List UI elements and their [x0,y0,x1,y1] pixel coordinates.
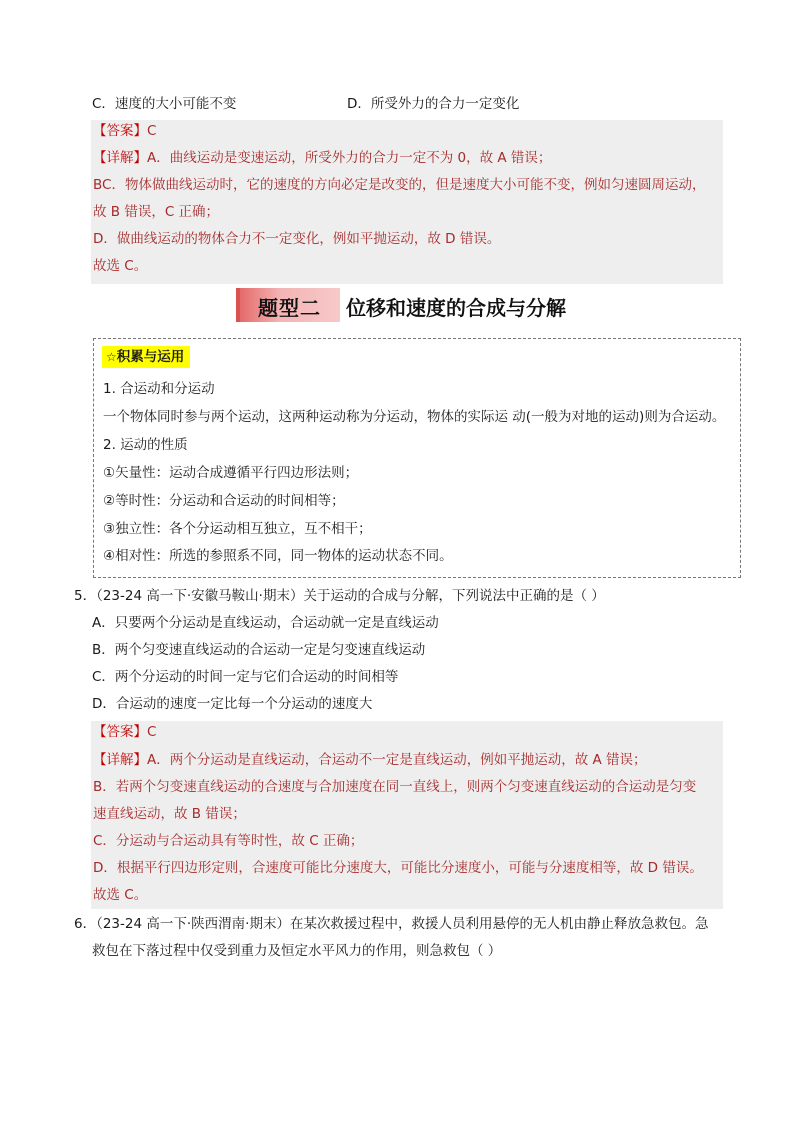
q5-detail-line-6: 故选 C。 [93,887,148,903]
q4-answer-block [91,120,723,284]
answer-label: 【答案】 [93,724,147,740]
knowledge-item-4: ④相对性：所选的参照系不同，同一物体的运动状态不同。 [103,548,453,564]
knowledge-item-2: ②等时性：分运动和合运动的时间相等； [103,493,345,509]
answer-value: C [147,724,157,740]
q5-detail-line-5: D．根据平行四边形定则，合速度可能比分速度大，可能比分速度小，可能与分速度相等，故 D 错误。 [93,860,703,876]
q6-stem-line-2: 救包在下落过程中仅受到重力及恒定水平风力的作用，则急救包（ ） [92,943,502,959]
q5-option-c: C．两个分运动的时间一定与它们合运动的时间相等 [92,669,399,685]
section-tag-box [236,288,340,322]
q4-detail-line-4: D．做曲线运动的物体合力不一定变化，例如平抛运动，故 D 错误。 [93,231,501,247]
q4-detail-line-5: 故选 C。 [93,258,148,274]
q4-detail-line-2: BC．物体做曲线运动时，它的速度的方向必定是改变的，但是速度大小可能不变，例如匀速圆周运动， [93,177,706,193]
q5-option-b: B．两个匀变速直线运动的合运动一定是匀变速直线运动 [92,642,426,658]
q6-stem-line-1: 6．（23-24 高一下·陕西渭南·期末）在某次救援过程中，救援人员利用悬停的无人机由静止释放急救包。急 [74,916,709,932]
q4-detail-line-3: 故 B 错误，C 正确； [93,204,220,220]
q4-option-d: D．所受外力的合力一定变化 [347,96,520,112]
knowledge-label [102,346,190,368]
q5-detail-line-3: 速直线运动，故 B 错误； [93,806,246,822]
detail-text: A．曲线运动是变速运动，所受外力的合力一定不为 0，故 A 错误； [147,150,552,166]
knowledge-item-1: ①矢量性：运动合成遵循平行四边形法则； [103,465,359,481]
q5-option-a: A．只要两个分运动是直线运动，合运动就一定是直线运动 [92,615,439,631]
q4-answer-line [93,121,156,141]
q5-detail-line-1 [93,750,647,770]
detail-label: 【详解】 [93,150,147,166]
knowledge-text-1: 一个物体同时参与两个运动，这两种运动称为分运动，物体的实际运 动(一般为对地的运动)则为合运动。 [103,409,726,425]
answer-label: 【答案】 [93,123,147,139]
section-tag: 题型二 [258,296,321,320]
knowledge-box [93,338,741,578]
section-title: 位移和速度的合成与分解 [346,296,566,320]
q5-detail-line-2: B．若两个匀变速直线运动的合速度与合加速度在同一直线上，则两个匀变速直线运动的合运动是匀变 [93,779,697,795]
detail-text: A．两个分运动是直线运动，合运动不一定是直线运动，例如平抛运动，故 A 错误； [147,752,647,768]
knowledge-label-text: 积累与运用 [116,349,185,365]
q5-detail-line-4: C．分运动与合运动具有等时性，故 C 正确； [93,833,364,849]
knowledge-item-3: ③独立性：各个分运动相互独立，互不相干； [103,521,372,537]
q5-answer-line [93,722,156,742]
q4-detail-line-1 [93,148,551,168]
knowledge-heading-2: 2. 运动的性质 [103,437,188,453]
star-icon: ☆ [106,350,117,364]
knowledge-heading-1: 1. 合运动和分运动 [103,381,215,397]
q4-option-c: C．速度的大小可能不变 [92,96,237,112]
answer-value: C [147,123,157,139]
q5-answer-block [91,721,723,909]
q5-option-d: D．合运动的速度一定比每一个分运动的速度大 [92,696,373,712]
detail-label: 【详解】 [93,752,147,768]
q5-stem: 5．（23-24 高一下·安徽马鞍山·期末）关于运动的合成与分解，下列说法中正确的是（ ） [74,588,605,604]
